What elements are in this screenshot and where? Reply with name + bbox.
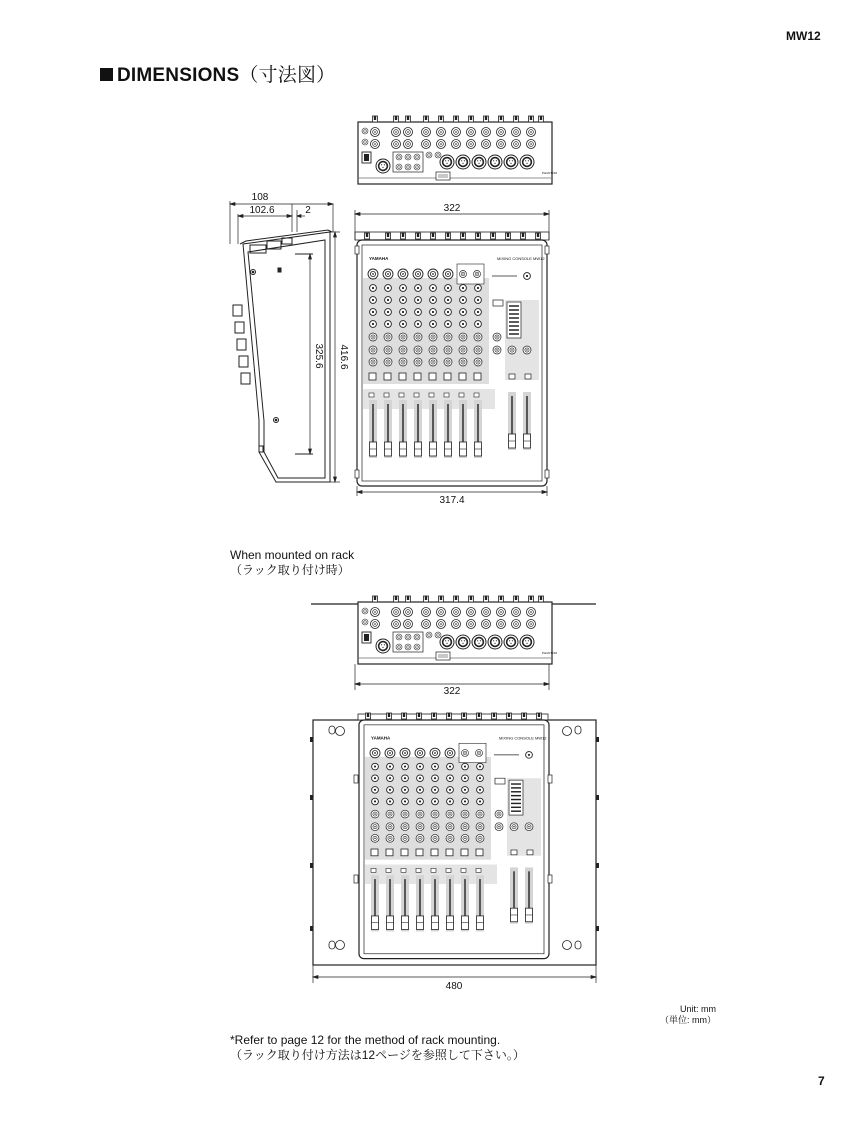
rear-panel-view <box>358 116 557 184</box>
model-name: MW12 <box>786 29 821 43</box>
dim-side-depth-body: 102.6 <box>249 205 275 216</box>
dim-side-height-total: 416.6 <box>338 344 349 370</box>
rack-caption-en: When mounted on rack <box>230 548 355 562</box>
dim-side-offset: 2 <box>305 205 311 216</box>
dimension-drawing: PHANTOM YAMAHA MIXING CONSOLE MW12 108 102.6 2 325.6 416.6 322 317.4 322 480 <box>0 0 866 1122</box>
dim-front-width: 322 <box>443 203 461 214</box>
rack-caption-jp: （ラック取り付け時） <box>230 563 350 577</box>
page-number: 7 <box>818 1074 825 1088</box>
front-panel-view <box>355 232 549 486</box>
rack-front-view <box>310 713 599 965</box>
heading-jp: （寸法図） <box>239 65 336 86</box>
unit-jp: （単位: mm） <box>660 1015 716 1025</box>
rack-mounting-note <box>230 1033 525 1063</box>
heading-title: DIMENSIONS <box>117 65 240 86</box>
note-en: *Refer to page 12 for the method of rack mounting. <box>230 1033 501 1047</box>
dim-bottom-width: 317.4 <box>439 495 465 506</box>
rack-rear-view <box>311 596 596 664</box>
rack-caption <box>230 548 354 578</box>
dim-side-depth-total: 108 <box>251 192 269 203</box>
dim-rack-total-width: 480 <box>445 981 463 992</box>
unit-note <box>626 1004 716 1026</box>
dim-side-height-inner: 325.6 <box>313 343 324 369</box>
unit-en: Unit: mm <box>680 1004 716 1014</box>
dim-rack-top-width: 322 <box>443 686 461 697</box>
note-jp: （ラック取り付け方法は12ページを参照して下さい。） <box>230 1048 525 1062</box>
